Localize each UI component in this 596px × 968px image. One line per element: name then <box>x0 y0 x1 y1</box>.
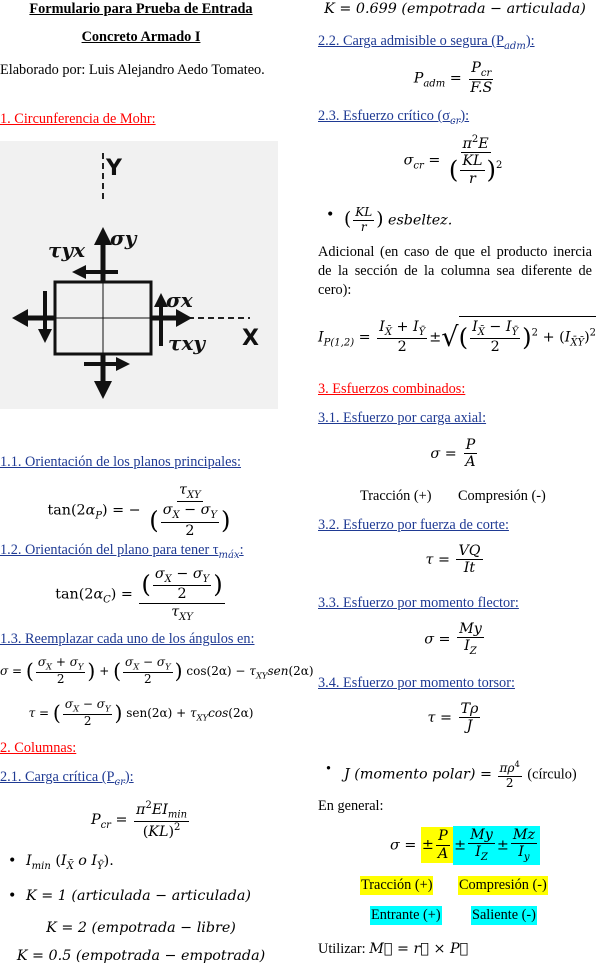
formula-tau-transform: τ = ( $\frac{\sigma_X - \sigma_Y}{2}$ ) $sen(2\alpha) + \tau_{XY}\cos(2\alpha)$ <box>28 697 254 729</box>
formula-bending-stress: σ = $\frac{My}{I_Z}$ <box>424 621 482 658</box>
heading-mohr-circle: 1. Circunferencia de Mohr: <box>0 111 156 127</box>
exiting-label: Saliente (-) <box>472 907 536 923</box>
sigma-y-label: σy <box>110 226 137 250</box>
k-fixed-pinned: K = 0.699 (empotrada − articulada) <box>324 1 586 17</box>
axial-term-highlight: ± $\frac{P}{A}$ <box>421 827 453 863</box>
heading-allowable-load <box>318 32 535 56</box>
heading-max-shear-plane <box>0 541 244 565</box>
heading-critical-load-end: ): <box>124 769 134 785</box>
heading-max-shear-end: : <box>239 542 244 558</box>
heading-torsion-stress: 3.4. Esfuerzo por momento torsor: <box>318 675 515 691</box>
author-text: Elaborado por: Luis Alejandro Aedo Tomateo. <box>0 62 265 78</box>
slenderness-text: esbeltez. <box>387 212 453 229</box>
heading-critical-stress-text: 2.3. Esfuerzo crítico (σ <box>318 108 450 124</box>
axis-y-label: Y <box>106 156 122 181</box>
heading-critical-load-sub: cr <box>114 776 125 788</box>
tau-yx-label: τyx <box>48 238 86 262</box>
tau-xy-label: τxy <box>168 331 206 355</box>
formula-principal-inertia: $I_{P(1,2)}$ = $\frac{I_{X̄} + I_Ȳ}{2}$ ±√( $\frac{I_{X̄} - I_Ȳ}{2}$ )$^2 + (I_{X̄Ȳ})^2$ <box>318 316 592 356</box>
formula-sigma-transform: σ = ( $\frac{\sigma_X + \sigma_Y}{2}$ ) + ( $\frac{\sigma_X - \sigma_Y}{2}$ ) $\cos(2\alpha) - \tau_{XY}sen(2\alpha)$ <box>0 655 314 687</box>
heading-max-shear-text: 1.2. Orientación del plano para tener τ <box>0 542 219 558</box>
heading-combined-stresses: 3. Esfuerzos combinados: <box>318 381 466 397</box>
formula-axial-stress: σ = $\frac{P}{A}$ <box>430 437 476 471</box>
course-title: Concreto Armado I <box>81 29 201 45</box>
formula-critical-stress: $\sigma_{cr}$ = $\pi^2E$ ( $\frac{KL}{r}$ )$^2$ <box>403 134 503 187</box>
heading-bending-stress: 3.3. Esfuerzo por momento flector: <box>318 595 519 611</box>
formula-combined-stress: σ = ± $\frac{P}{A}$ ± $\frac{My}{I_Z}$ ± $\frac{Mz}{I_y}$ <box>390 826 540 865</box>
compression-label: Compresión (-) <box>458 488 546 504</box>
axis-x-label: X <box>242 326 259 351</box>
bullet-k-values: • K = 1 (articulada − articulada) <box>26 887 251 906</box>
use-label: Utilizar: <box>318 941 366 957</box>
heading-allowable-load-text: 2.2. Carga admisible o segura (P <box>318 33 504 49</box>
formula-torsion-stress: τ = $\frac{T\rho}{J}$ <box>427 701 479 735</box>
sigma-x-label: σx <box>166 288 193 312</box>
formula-tan-2alpha-p: $\tan(2\alpha_P)$ = − $\tau_{XY}$ ( $\frac{\sigma_X - \sigma_Y}{2}$ ) <box>47 482 231 539</box>
heading-critical-load-text: 2.1. Carga crítica (P <box>0 769 115 785</box>
additional-note: Adicional (en caso de que el producto inercia de la sección de la columna sea diferente de cero): <box>318 244 592 298</box>
formula-euler-critical-load: $P_{cr}$ = $\frac{\pi^2EI_{min}}{(KL)^2}$ <box>90 800 188 840</box>
polar-moment-text: J (momento polar) = <box>344 766 492 783</box>
circle-note: (círculo) <box>527 766 577 783</box>
heading-shear-stress: 3.2. Esfuerzo por fuerza de corte: <box>318 517 509 533</box>
heading-critical-load <box>0 768 134 792</box>
heading-critical-stress-end: ): <box>460 108 470 124</box>
heading-critical-stress-sub: cr <box>449 115 461 127</box>
k-fixed-free: K = 2 (empotrada − libre) <box>46 920 236 936</box>
heading-axial-stress: 3.1. Esfuerzo por carga axial: <box>318 410 487 426</box>
heading-allowable-load-end: ): <box>525 33 535 49</box>
tension-label-highlight: Tracción (+) <box>361 877 433 893</box>
heading-replace-angles: 1.3. Reemplazar cada uno de los ángulos en: <box>0 631 255 647</box>
mohr-stress-figure <box>0 141 278 409</box>
heading-critical-stress <box>318 107 469 131</box>
formula-shear-stress: τ = $\frac{VQ}{It}$ <box>425 543 481 577</box>
moment-vector-note: Utilizar: M⃗ = r⃗ × P⃗ <box>318 941 469 957</box>
tension-label: Tracción (+) <box>360 488 432 504</box>
heading-principal-planes: 1.1. Orientación de los planos principales: <box>0 454 242 470</box>
compression-label-highlight: Compresión (-) <box>459 877 547 893</box>
formula-tan-2alpha-c: $\tan(2\alpha_C)$ = ( $\frac{\sigma_X - \sigma_Y}{2}$ ) $\tau_{XY}$ <box>55 566 223 623</box>
k-fixed-fixed: K = 0.5 (empotrada − empotrada) <box>16 948 266 964</box>
heading-allowable-load-sub: adm <box>503 40 526 52</box>
bullet-slenderness: • ( $\frac{KL}{r}$ ) esbeltez. <box>344 206 452 235</box>
bullet-polar-moment: • J (momento polar) = $\frac{\pi\rho^4}{2}$ (círculo) <box>344 760 577 791</box>
bullet-imin: • $I_{min}$ ($I_{X̄}$ o $I_Ȳ$). <box>26 852 114 876</box>
stress-element-diagram <box>0 141 278 409</box>
heading-columns: 2. Columnas: <box>0 740 77 756</box>
formula-allowable-load: $P_{adm}$ = $\frac{P_{cr}}{F.S}$ <box>413 60 493 97</box>
heading-max-shear-sub: máx <box>218 549 240 561</box>
bending-terms-highlight: ± $\frac{My}{I_Z}$ ± $\frac{Mz}{I_y}$ <box>453 826 540 865</box>
document-title: Formulario para Prueba de Entrada <box>29 1 253 17</box>
general-label: En general: <box>318 798 384 814</box>
entering-label: Entrante (+) <box>371 907 441 923</box>
